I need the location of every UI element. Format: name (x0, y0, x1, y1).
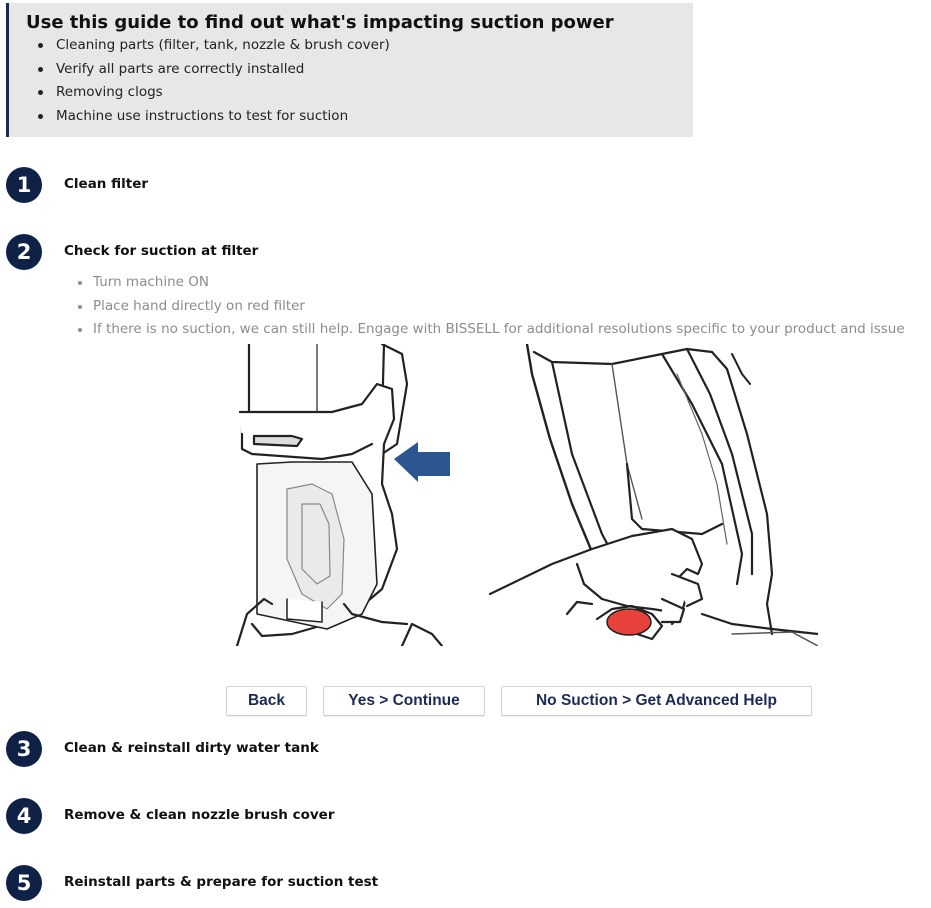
step-title[interactable]: Check for suction at filter (64, 243, 259, 259)
instruction-item: Turn machine ON (78, 272, 905, 296)
vacuum-left-drawing (237, 344, 450, 646)
step-number-badge: 2 (6, 234, 42, 270)
step-1[interactable] (6, 167, 906, 203)
step-2-instructions (78, 272, 905, 343)
step-number-badge: 5 (6, 865, 42, 901)
step-title[interactable]: Clean & reinstall dirty water tank (64, 740, 319, 756)
instruction-item: If there is no suction, we can still help. Engage with BISSELL for additional resolutions specific to your product and issue (78, 319, 905, 343)
filter-illustration (232, 344, 818, 646)
step-number-badge: 1 (6, 167, 42, 203)
step-title[interactable]: Reinstall parts & prepare for suction test (64, 874, 379, 890)
step-2[interactable] (6, 234, 906, 270)
step-5[interactable] (6, 865, 906, 901)
blue-arrow-icon (394, 442, 450, 482)
guide-item: Cleaning parts (filter, tank, nozzle & brush cover) (38, 36, 390, 60)
step-title[interactable]: Remove & clean nozzle brush cover (64, 807, 335, 823)
continue-button[interactable]: Yes > Continue (323, 686, 485, 716)
guide-list (38, 36, 390, 130)
red-filter (607, 609, 651, 635)
step-number-badge: 3 (6, 731, 42, 767)
guide-item: Machine use instructions to test for suction (38, 107, 390, 131)
advanced-help-button[interactable]: No Suction > Get Advanced Help (501, 686, 812, 716)
guide-item: Removing clogs (38, 83, 390, 107)
vacuum-right-drawing (490, 344, 818, 646)
instruction-item: Place hand directly on red filter (78, 296, 905, 320)
guide-title: Use this guide to find out what's impacting suction power (26, 12, 614, 33)
guide-box (6, 3, 693, 137)
guide-item: Verify all parts are correctly installed (38, 60, 390, 84)
step-4[interactable] (6, 798, 906, 834)
back-button[interactable]: Back (226, 686, 307, 716)
step-number-badge: 4 (6, 798, 42, 834)
step-3[interactable] (6, 731, 906, 767)
step-title[interactable]: Clean filter (64, 176, 149, 192)
